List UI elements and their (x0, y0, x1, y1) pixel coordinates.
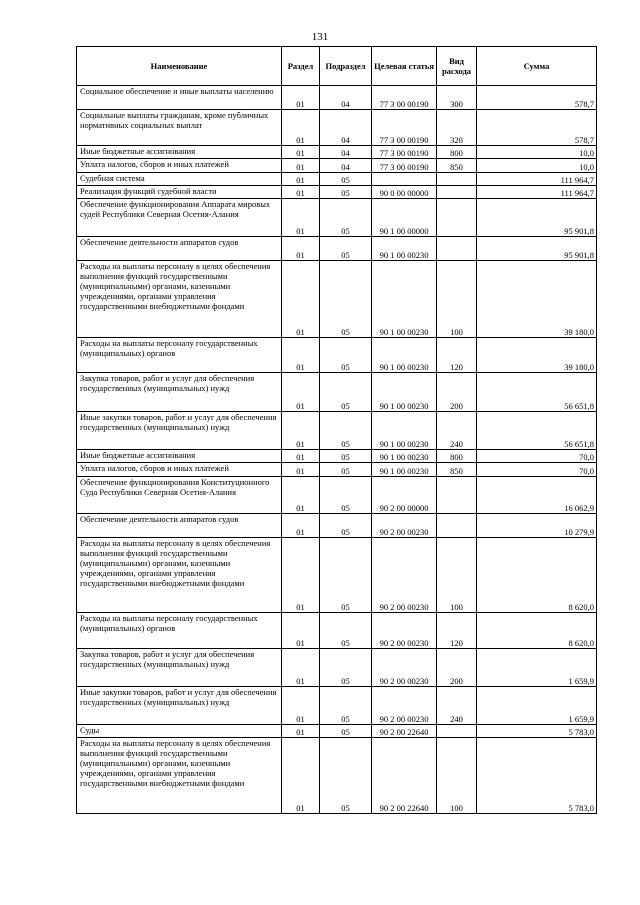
row-expense-type: 200 (437, 649, 477, 687)
table-row (77, 261, 597, 338)
row-section: 01 (282, 649, 320, 687)
row-subsection: 04 (320, 86, 372, 110)
row-subsection: 05 (320, 477, 372, 514)
row-name: Социальные выплаты гражданам, кроме публичных нормативных социальных выплат (77, 110, 282, 146)
page-number: 131 (311, 31, 329, 43)
row-expense-type (437, 514, 477, 538)
header-amount: Сумма (477, 47, 597, 86)
row-name: Обеспечение функционирования Конституционного Суда Республики Северная Осетия-Алания (77, 477, 282, 514)
table-row (77, 373, 597, 412)
row-target: 90 1 00 00230 (372, 237, 437, 261)
row-target: 90 2 00 00230 (372, 613, 437, 649)
table-row (77, 412, 597, 450)
row-amount: 8 620,0 (477, 538, 597, 613)
row-amount: 10,0 (477, 146, 597, 159)
header-name: Наименование (77, 47, 282, 86)
row-name: Судебная система (77, 173, 282, 186)
table-row (77, 514, 597, 538)
row-name: Расходы на выплаты персоналу в целях обеспечения выполнения функций государственными (муниципальными) органами, казенными учреждениями, органами управления государственными внебюджетными фондами (77, 261, 282, 338)
row-section: 01 (282, 687, 320, 725)
row-name: Социальное обеспечение и иные выплаты населению (77, 86, 282, 110)
row-target: 90 1 00 00230 (372, 261, 437, 338)
row-section: 01 (282, 738, 320, 814)
row-section: 01 (282, 514, 320, 538)
row-subsection: 05 (320, 450, 372, 463)
row-target: 77 3 00 00190 (372, 146, 437, 159)
row-expense-type: 850 (437, 463, 477, 477)
row-subsection: 05 (320, 649, 372, 687)
row-name: Обеспечение деятельности аппаратов судов (77, 237, 282, 261)
row-expense-type: 100 (437, 538, 477, 613)
row-name: Закупка товаров, работ и услуг для обеспечения государственных (муниципальных) нужд (77, 373, 282, 412)
row-amount: 578,7 (477, 110, 597, 146)
row-target: 90 1 00 00230 (372, 373, 437, 412)
row-amount: 1 659,9 (477, 687, 597, 725)
row-expense-type: 850 (437, 159, 477, 173)
row-subsection: 04 (320, 159, 372, 173)
row-section: 01 (282, 613, 320, 649)
row-expense-type: 300 (437, 86, 477, 110)
row-section: 01 (282, 173, 320, 186)
row-amount: 95 901,8 (477, 237, 597, 261)
row-subsection: 04 (320, 146, 372, 159)
row-subsection: 05 (320, 725, 372, 738)
row-expense-type: 120 (437, 338, 477, 373)
row-amount: 8 620,0 (477, 613, 597, 649)
row-target: 90 2 00 00000 (372, 477, 437, 514)
row-target: 90 1 00 00230 (372, 450, 437, 463)
row-name: Уплата налогов, сборов и иных платежей (77, 463, 282, 477)
row-name: Расходы на выплаты персоналу в целях обеспечения выполнения функций государственными (муниципальными) органами, казенными учреждениями, органами управления государственными внебюджетными фондами (77, 738, 282, 814)
row-amount: 39 180,0 (477, 261, 597, 338)
row-amount: 10,0 (477, 159, 597, 173)
table-row (77, 237, 597, 261)
row-target: 77 3 00 00190 (372, 159, 437, 173)
row-subsection: 05 (320, 412, 372, 450)
table-row (77, 186, 597, 199)
row-expense-type: 240 (437, 687, 477, 725)
table-row (77, 477, 597, 514)
header-subsection: Подраздел (320, 47, 372, 86)
row-subsection: 05 (320, 373, 372, 412)
row-amount: 578,7 (477, 86, 597, 110)
table-row (77, 463, 597, 477)
row-expense-type: 800 (437, 146, 477, 159)
row-target: 90 2 00 00230 (372, 649, 437, 687)
row-target: 90 2 00 22640 (372, 738, 437, 814)
row-section: 01 (282, 146, 320, 159)
header-target: Целевая статья (372, 47, 437, 86)
table-row (77, 86, 597, 110)
row-expense-type (437, 477, 477, 514)
row-name: Суды (77, 725, 282, 738)
row-expense-type (437, 237, 477, 261)
table-row (77, 725, 597, 738)
row-name: Реализация функций судебной власти (77, 186, 282, 199)
row-amount: 70,0 (477, 463, 597, 477)
row-section: 01 (282, 199, 320, 237)
row-expense-type: 120 (437, 613, 477, 649)
row-expense-type: 240 (437, 412, 477, 450)
row-section: 01 (282, 463, 320, 477)
row-subsection: 05 (320, 463, 372, 477)
row-target: 90 1 00 00230 (372, 338, 437, 373)
row-name: Иные бюджетные ассигнования (77, 450, 282, 463)
row-amount: 10 279,9 (477, 514, 597, 538)
row-amount: 56 651,8 (477, 373, 597, 412)
row-expense-type: 100 (437, 261, 477, 338)
row-section: 01 (282, 538, 320, 613)
row-section: 01 (282, 237, 320, 261)
table-row (77, 159, 597, 173)
row-expense-type (437, 199, 477, 237)
table-row (77, 450, 597, 463)
table-row (77, 649, 597, 687)
row-amount: 111 964,7 (477, 173, 597, 186)
row-subsection: 05 (320, 514, 372, 538)
row-target: 77 3 00 00190 (372, 110, 437, 146)
table-header-row (77, 47, 597, 86)
row-target: 90 2 00 00230 (372, 514, 437, 538)
row-subsection: 05 (320, 738, 372, 814)
row-expense-type (437, 173, 477, 186)
table-row (77, 738, 597, 814)
row-target: 77 3 00 00190 (372, 86, 437, 110)
row-amount: 56 651,8 (477, 412, 597, 450)
row-target: 90 2 00 22640 (372, 725, 437, 738)
table-row (77, 110, 597, 146)
row-section: 01 (282, 86, 320, 110)
row-expense-type: 320 (437, 110, 477, 146)
table-row (77, 687, 597, 725)
row-amount: 16 062,9 (477, 477, 597, 514)
row-target (372, 173, 437, 186)
header-expense-type: Вид расхода (437, 47, 477, 86)
row-subsection: 05 (320, 173, 372, 186)
row-subsection: 05 (320, 538, 372, 613)
row-name: Уплата налогов, сборов и иных платежей (77, 159, 282, 173)
row-expense-type: 100 (437, 738, 477, 814)
row-section: 01 (282, 186, 320, 199)
row-amount: 39 180,0 (477, 338, 597, 373)
table-row (77, 338, 597, 373)
row-name: Расходы на выплаты персоналу государственных (муниципальных) органов (77, 613, 282, 649)
row-amount: 5 783,0 (477, 738, 597, 814)
table-row (77, 146, 597, 159)
row-section: 01 (282, 338, 320, 373)
row-subsection: 05 (320, 237, 372, 261)
table-row (77, 199, 597, 237)
row-target: 90 0 00 00000 (372, 186, 437, 199)
row-target: 90 1 00 00230 (372, 412, 437, 450)
row-section: 01 (282, 477, 320, 514)
header-section: Раздел (282, 47, 320, 86)
row-target: 90 2 00 00230 (372, 538, 437, 613)
row-amount: 1 659,9 (477, 649, 597, 687)
row-amount: 5 783,0 (477, 725, 597, 738)
row-target: 90 1 00 00230 (372, 463, 437, 477)
row-subsection: 05 (320, 613, 372, 649)
row-amount: 95 901,8 (477, 199, 597, 237)
row-name: Обеспечение функционирования Аппарата мировых судей Республики Северная Осетия-Алания (77, 199, 282, 237)
row-subsection: 05 (320, 186, 372, 199)
row-target: 90 2 00 00230 (372, 687, 437, 725)
row-name: Иные закупки товаров, работ и услуг для обеспечения государственных (муниципальных) нужд (77, 412, 282, 450)
row-section: 01 (282, 725, 320, 738)
row-section: 01 (282, 373, 320, 412)
table-row (77, 538, 597, 613)
row-expense-type (437, 725, 477, 738)
row-subsection: 05 (320, 199, 372, 237)
table-row (77, 173, 597, 186)
budget-table (76, 46, 597, 814)
row-name: Расходы на выплаты персоналу государственных (муниципальных) органов (77, 338, 282, 373)
row-name: Расходы на выплаты персоналу в целях обеспечения выполнения функций государственными (муниципальными) органами, казенными учреждениями, органами управления государственными внебюджетными фондами (77, 538, 282, 613)
row-target: 90 1 00 00000 (372, 199, 437, 237)
row-section: 01 (282, 159, 320, 173)
row-section: 01 (282, 412, 320, 450)
row-subsection: 05 (320, 687, 372, 725)
row-expense-type (437, 186, 477, 199)
row-section: 01 (282, 261, 320, 338)
row-expense-type: 800 (437, 450, 477, 463)
row-subsection: 05 (320, 261, 372, 338)
row-name: Обеспечение деятельности аппаратов судов (77, 514, 282, 538)
row-section: 01 (282, 450, 320, 463)
row-amount: 70,0 (477, 450, 597, 463)
row-name: Иные бюджетные ассигнования (77, 146, 282, 159)
row-subsection: 04 (320, 110, 372, 146)
row-name: Закупка товаров, работ и услуг для обеспечения государственных (муниципальных) нужд (77, 649, 282, 687)
row-amount: 111 964,7 (477, 186, 597, 199)
row-subsection: 05 (320, 338, 372, 373)
table-row (77, 613, 597, 649)
row-name: Иные закупки товаров, работ и услуг для обеспечения государственных (муниципальных) нужд (77, 687, 282, 725)
row-section: 01 (282, 110, 320, 146)
row-expense-type: 200 (437, 373, 477, 412)
